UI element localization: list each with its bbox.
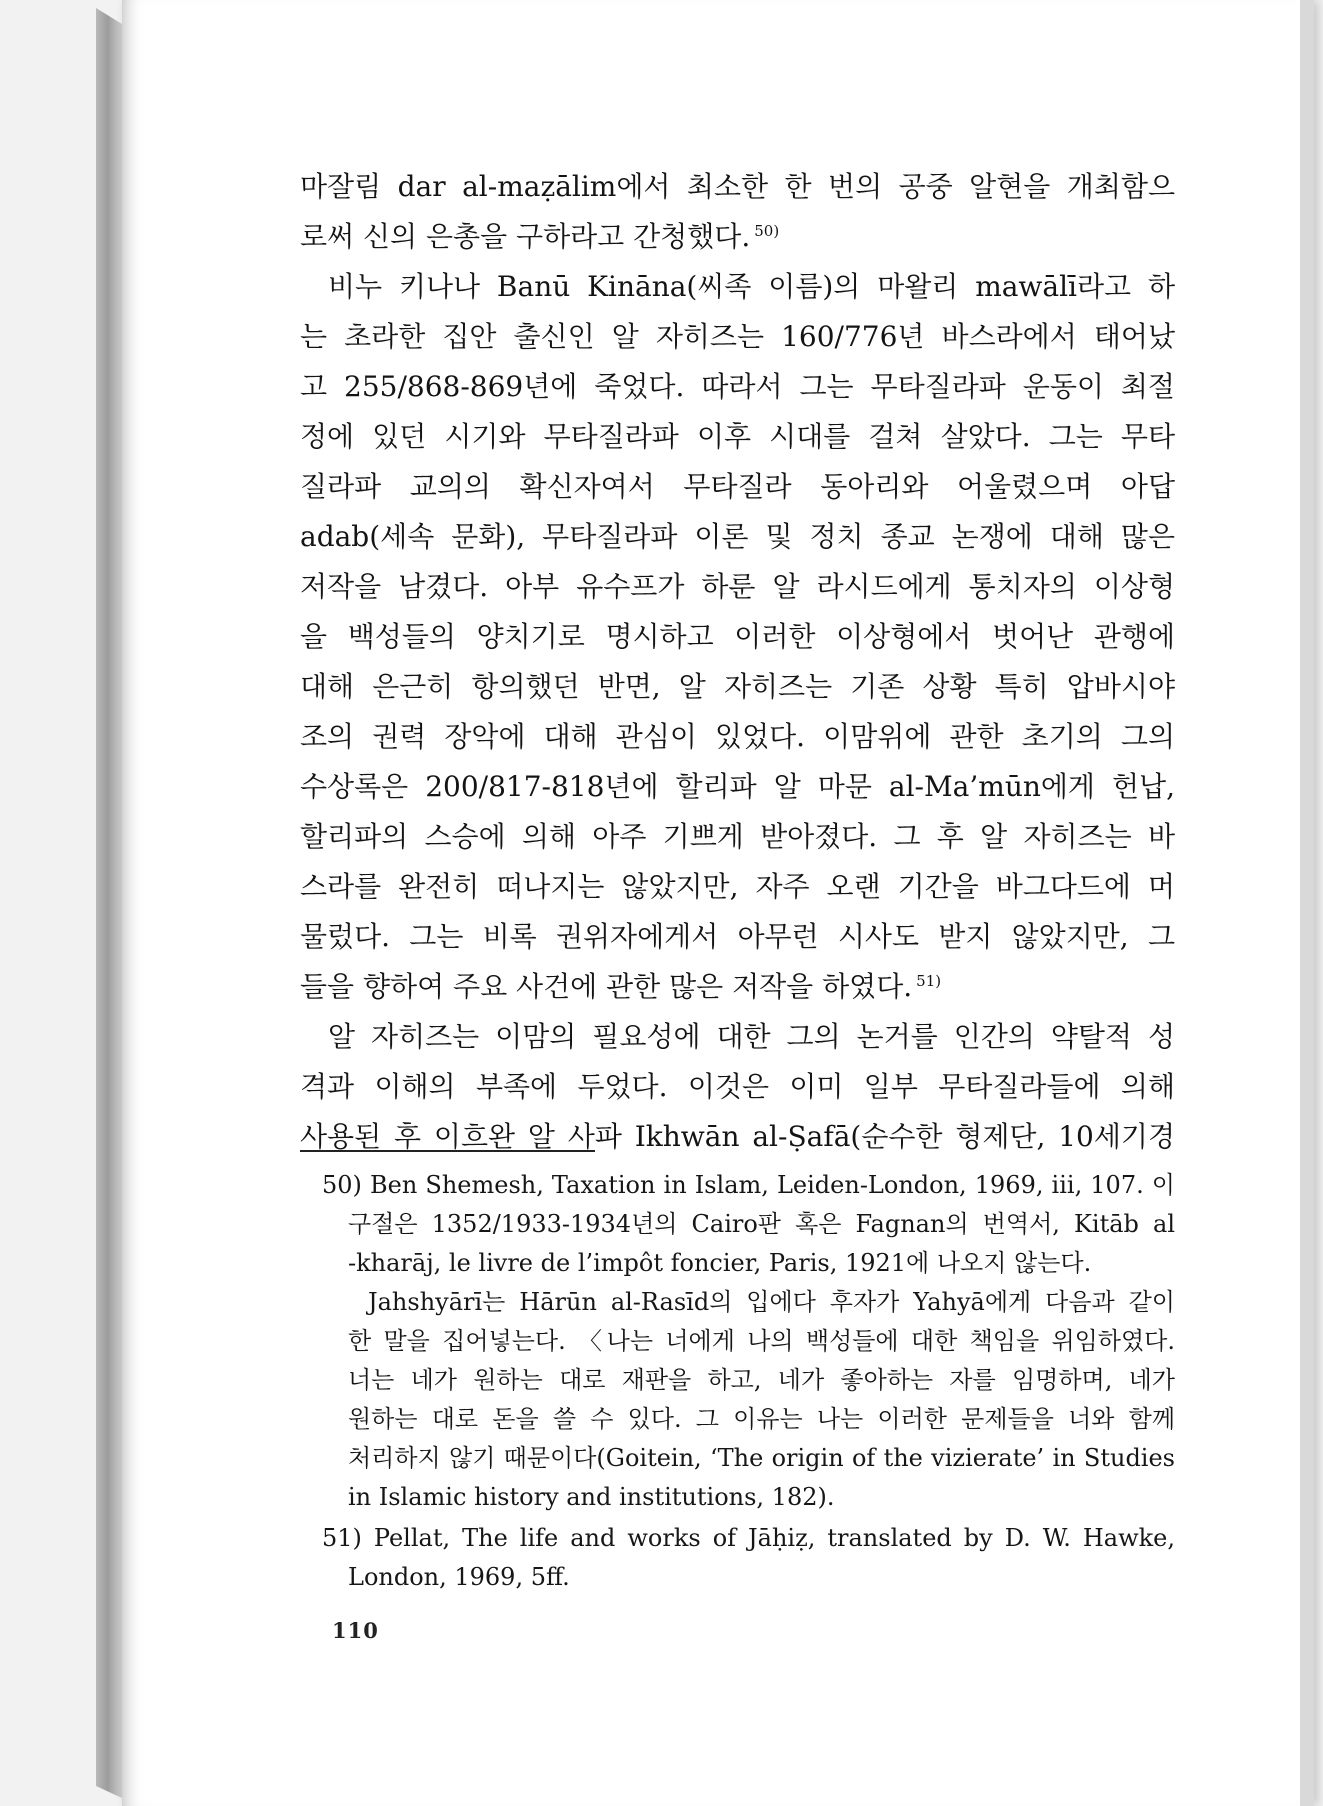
body-text: [300, 162, 1175, 1162]
footnote-50-label: 50): [322, 1171, 362, 1199]
footnote-divider: [300, 1150, 595, 1152]
footnote-ref-51[interactable]: 51): [916, 972, 942, 990]
body-line: 할리파의 스승에 의해 아주 기쁘게 받아졌다. 그 후 알 자히즈는 바: [300, 820, 1175, 853]
body-line: 대해 은근히 항의했던 반면, 알 자히즈는 기존 상황 특히 압바시야: [300, 670, 1175, 703]
footnote-50-line: in Islamic history and institutions, 182).: [348, 1483, 835, 1511]
body-line: 로써 신의 은총을 구하라고 간청했다. $^{50)}$: [300, 220, 780, 253]
body-line: 정에 있던 시기와 무타질라파 이후 시대를 걸쳐 살았다. 그는 무타: [300, 420, 1175, 453]
book-edge: [96, 8, 122, 1798]
body-line: 격과 이해의 부족에 두었다. 이것은 이미 일부 무타질라들에 의해: [300, 1070, 1175, 1103]
body-line: 들을 향하여 주요 사건에 관한 많은 저작을 하였다. $^{51)}$: [300, 970, 942, 1003]
body-line: 저작을 남겼다. 아부 유수프가 하룬 알 라시드에게 통치자의 이상형: [300, 570, 1175, 603]
footnote-50-line: 한 말을 집어넣는다. 〈나는 너에게 나의 백성들에 대한 책임을 위임하였다.: [348, 1327, 1175, 1355]
footnote-50-line: 50) Ben Shemesh, Taxation in Islam, Leiden-London, 1969, iii, 107. 이: [322, 1171, 1175, 1199]
body-line: 고 255/868-869년에 죽었다. 따라서 그는 무타질라파 운동이 최절: [300, 370, 1175, 403]
body-line: 비누 키나나 Banū Kināna(씨족 이름)의 마왈리 mawālī라고 하: [328, 270, 1175, 303]
body-line: 스라를 완전히 떠나지는 않았지만, 자주 오랜 기간을 바그다드에 머: [300, 870, 1175, 903]
body-line: 사용된 후 이흐완 알 사파 Ikhwān al-Ṣafā(순수한 형제단, 10세기경: [300, 1120, 1175, 1153]
footnote-51-line: London, 1969, 5ff.: [348, 1563, 570, 1591]
footnote-50-line: 너는 네가 원하는 대로 재판을 하고, 네가 좋아하는 자를 임명하며, 네가: [348, 1366, 1175, 1394]
footnotes: [322, 1166, 1175, 1597]
body-line: 알 자히즈는 이맘의 필요성에 대한 그의 논거를 인간의 약탈적 성: [328, 1020, 1175, 1053]
body-line: 수상록은 200/817-818년에 할리파 알 마문 al-Ma’mūn에게 헌납,: [300, 770, 1175, 803]
footnote-50-line: Jahshyārī는 Hārūn al-Rasīd의 입에다 후자가 Yahyā에게 다음과 같이: [368, 1288, 1175, 1316]
footnote-ref-50[interactable]: 50): [754, 222, 780, 240]
body-line: 질라파 교의의 확신자여서 무타질라 동아리와 어울렸으며 아답: [300, 470, 1175, 503]
body-line: 는 초라한 집안 출신인 알 자히즈는 160/776년 바스라에서 태어났: [300, 320, 1175, 353]
body-line: 조의 권력 장악에 대해 관심이 있었다. 이맘위에 관한 초기의 그의: [300, 720, 1175, 753]
body-line: 마잘림 dar al-maẓālim에서 최소한 한 번의 공중 알현을 개최함으: [300, 170, 1175, 203]
body-line: 물렀다. 그는 비록 권위자에게서 아무런 시사도 받지 않았지만, 그: [300, 920, 1175, 953]
footnote-50-line: 처리하지 않기 때문이다(Goitein, ‘The origin of the vizierate’ in Studies: [348, 1444, 1175, 1472]
footnote-50-line: 구절은 1352/1933-1934년의 Cairo판 혹은 Fagnan의 번역서, Kitāb al: [348, 1210, 1175, 1238]
footnote-50-line: -kharāj, le livre de l’impôt foncier, Paris, 1921에 나오지 않는다.: [348, 1249, 1092, 1277]
body-line: 을 백성들의 양치기로 명시하고 이러한 이상형에서 벗어난 관행에: [300, 620, 1175, 653]
body-line: adab(세속 문화), 무타질라파 이론 및 정치 종교 논쟁에 대해 많은: [300, 520, 1175, 553]
footnote-50-line: 원하는 대로 돈을 쓸 수 있다. 그 이유는 나는 이러한 문제들을 너와 함께: [348, 1405, 1175, 1433]
page-number: 110: [332, 1618, 379, 1643]
footnote-51-line: 51) Pellat, The life and works of Jāḥiẓ, translated by D. W. Hawke,: [322, 1524, 1175, 1552]
